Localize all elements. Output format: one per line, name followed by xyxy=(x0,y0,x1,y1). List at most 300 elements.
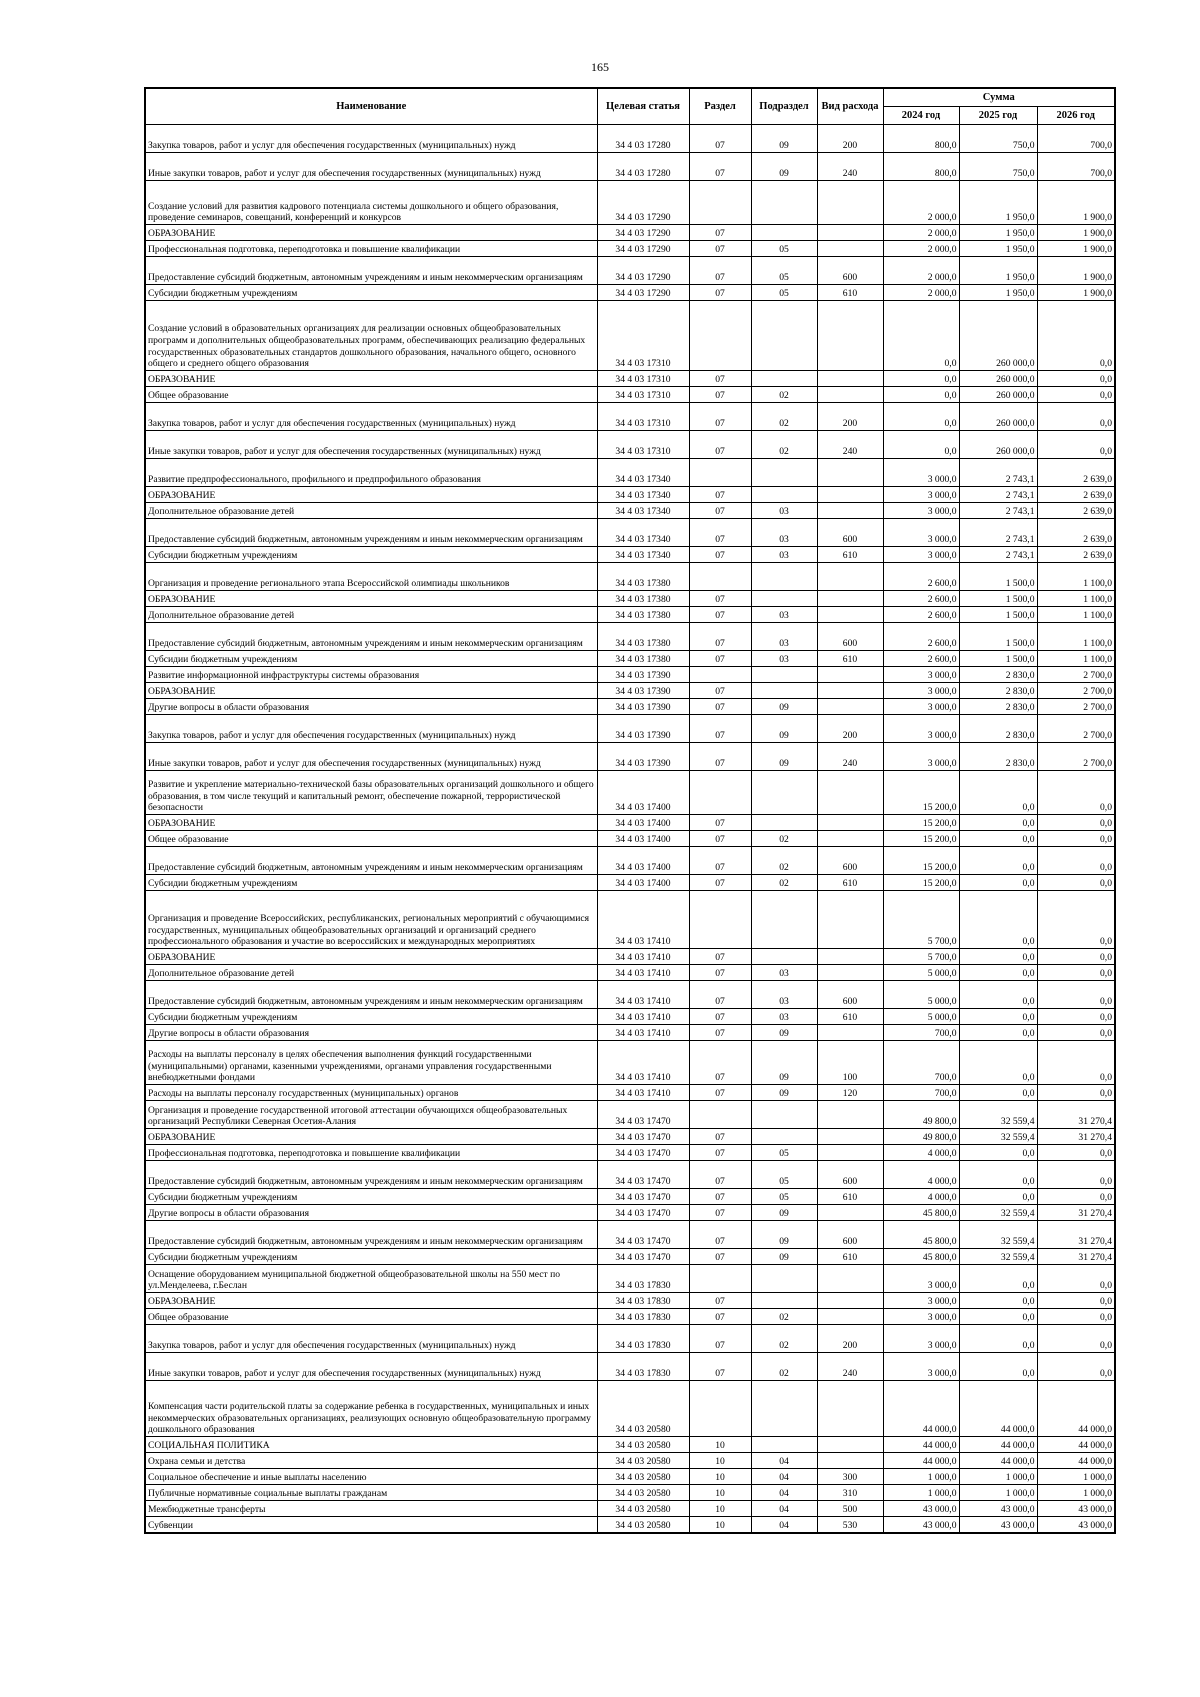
row-2025-cell: 0,0 xyxy=(959,1145,1037,1161)
row-2026-cell: 43 000,0 xyxy=(1037,1517,1115,1533)
row-2026-cell: 0,0 xyxy=(1037,431,1115,459)
table-row xyxy=(145,487,1115,503)
row-2026-cell: 0,0 xyxy=(1037,831,1115,847)
row-2024-cell: 1 000,0 xyxy=(883,1469,959,1485)
row-target-cell: 34 4 03 17310 xyxy=(597,431,689,459)
row-2026-cell: 31 270,4 xyxy=(1037,1221,1115,1249)
row-2025-cell: 0,0 xyxy=(959,771,1037,815)
row-name-cell: ОБРАЗОВАНИЕ xyxy=(145,1293,597,1309)
row-target-cell: 34 4 03 17410 xyxy=(597,891,689,949)
row-subsection-cell: 03 xyxy=(751,503,817,519)
row-2026-cell: 2 639,0 xyxy=(1037,519,1115,547)
row-subsection-cell: 02 xyxy=(751,431,817,459)
row-subsection-cell xyxy=(751,301,817,371)
row-2026-cell: 1 900,0 xyxy=(1037,181,1115,225)
row-2025-cell: 2 743,1 xyxy=(959,547,1037,563)
table-row xyxy=(145,699,1115,715)
row-subsection-cell: 05 xyxy=(751,1189,817,1205)
table-row xyxy=(145,1325,1115,1353)
row-subsection-cell: 05 xyxy=(751,1161,817,1189)
row-section-cell: 07 xyxy=(689,257,751,285)
row-expense-type-cell: 530 xyxy=(817,1517,883,1533)
row-2024-cell: 0,0 xyxy=(883,371,959,387)
row-expense-type-cell: 200 xyxy=(817,125,883,153)
row-target-cell: 34 4 03 17380 xyxy=(597,563,689,591)
row-expense-type-cell: 200 xyxy=(817,1325,883,1353)
row-target-cell: 34 4 03 17830 xyxy=(597,1293,689,1309)
row-2026-cell: 0,0 xyxy=(1037,1085,1115,1101)
row-section-cell: 07 xyxy=(689,403,751,431)
row-section-cell: 07 xyxy=(689,1161,751,1189)
row-2025-cell: 0,0 xyxy=(959,1309,1037,1325)
row-name-cell: Межбюджетные трансферты xyxy=(145,1501,597,1517)
row-2025-cell: 750,0 xyxy=(959,125,1037,153)
row-2026-cell: 700,0 xyxy=(1037,125,1115,153)
table-row xyxy=(145,1517,1115,1533)
table-row xyxy=(145,431,1115,459)
row-subsection-cell xyxy=(751,181,817,225)
table-row xyxy=(145,387,1115,403)
row-target-cell: 34 4 03 17380 xyxy=(597,623,689,651)
table-row xyxy=(145,285,1115,301)
row-2024-cell: 45 800,0 xyxy=(883,1221,959,1249)
row-target-cell: 34 4 03 20580 xyxy=(597,1437,689,1453)
row-expense-type-cell: 500 xyxy=(817,1501,883,1517)
row-section-cell: 07 xyxy=(689,1145,751,1161)
row-2025-cell: 750,0 xyxy=(959,153,1037,181)
row-expense-type-cell: 200 xyxy=(817,403,883,431)
row-expense-type-cell xyxy=(817,1437,883,1453)
table-row xyxy=(145,153,1115,181)
table-row xyxy=(145,1189,1115,1205)
row-2025-cell: 2 743,1 xyxy=(959,519,1037,547)
row-2025-cell: 1 500,0 xyxy=(959,651,1037,667)
row-expense-type-cell xyxy=(817,1101,883,1129)
row-expense-type-cell xyxy=(817,1129,883,1145)
row-2024-cell: 800,0 xyxy=(883,153,959,181)
row-name-cell: ОБРАЗОВАНИЕ xyxy=(145,487,597,503)
row-2026-cell: 2 700,0 xyxy=(1037,715,1115,743)
row-target-cell: 34 4 03 17410 xyxy=(597,1085,689,1101)
row-name-cell: Субвенции xyxy=(145,1517,597,1533)
table-row xyxy=(145,949,1115,965)
row-section-cell: 07 xyxy=(689,651,751,667)
row-2026-cell: 1 900,0 xyxy=(1037,225,1115,241)
row-target-cell: 34 4 03 17470 xyxy=(597,1101,689,1129)
row-expense-type-cell xyxy=(817,607,883,623)
row-target-cell: 34 4 03 20580 xyxy=(597,1381,689,1437)
row-expense-type-cell: 240 xyxy=(817,743,883,771)
row-subsection-cell xyxy=(751,667,817,683)
row-name-cell: ОБРАЗОВАНИЕ xyxy=(145,949,597,965)
row-expense-type-cell xyxy=(817,241,883,257)
row-2024-cell: 2 000,0 xyxy=(883,181,959,225)
row-2024-cell: 3 000,0 xyxy=(883,1309,959,1325)
row-name-cell: Другие вопросы в области образования xyxy=(145,699,597,715)
row-target-cell: 34 4 03 17400 xyxy=(597,875,689,891)
row-2024-cell: 3 000,0 xyxy=(883,487,959,503)
table-row xyxy=(145,1293,1115,1309)
row-name-cell: Общее образование xyxy=(145,387,597,403)
row-expense-type-cell xyxy=(817,1453,883,1469)
table-row xyxy=(145,301,1115,371)
row-section-cell: 07 xyxy=(689,815,751,831)
row-2025-cell: 0,0 xyxy=(959,1009,1037,1025)
row-target-cell: 34 4 03 17410 xyxy=(597,965,689,981)
row-section-cell: 07 xyxy=(689,875,751,891)
budget-table xyxy=(144,87,1116,1534)
row-target-cell: 34 4 03 17340 xyxy=(597,547,689,563)
row-2026-cell: 0,0 xyxy=(1037,1025,1115,1041)
row-expense-type-cell: 310 xyxy=(817,1485,883,1501)
row-subsection-cell: 09 xyxy=(751,1085,817,1101)
row-subsection-cell xyxy=(751,459,817,487)
row-2024-cell: 3 000,0 xyxy=(883,1293,959,1309)
row-2025-cell: 44 000,0 xyxy=(959,1381,1037,1437)
row-2026-cell: 0,0 xyxy=(1037,1265,1115,1293)
table-row xyxy=(145,1437,1115,1453)
row-2024-cell: 3 000,0 xyxy=(883,459,959,487)
row-name-cell: Субсидии бюджетным учреждениям xyxy=(145,547,597,563)
row-name-cell: ОБРАЗОВАНИЕ xyxy=(145,683,597,699)
row-expense-type-cell xyxy=(817,1025,883,1041)
row-name-cell: Субсидии бюджетным учреждениям xyxy=(145,651,597,667)
row-target-cell: 34 4 03 17470 xyxy=(597,1161,689,1189)
row-target-cell: 34 4 03 17280 xyxy=(597,125,689,153)
row-expense-type-cell xyxy=(817,683,883,699)
row-expense-type-cell xyxy=(817,965,883,981)
row-target-cell: 34 4 03 17830 xyxy=(597,1265,689,1293)
row-subsection-cell: 04 xyxy=(751,1517,817,1533)
row-2026-cell: 31 270,4 xyxy=(1037,1249,1115,1265)
row-expense-type-cell: 100 xyxy=(817,1041,883,1085)
row-name-cell: Другие вопросы в области образования xyxy=(145,1025,597,1041)
table-row xyxy=(145,1501,1115,1517)
row-subsection-cell: 05 xyxy=(751,241,817,257)
row-target-cell: 34 4 03 17310 xyxy=(597,403,689,431)
row-2024-cell: 3 000,0 xyxy=(883,715,959,743)
table-body xyxy=(145,125,1115,1533)
row-section-cell: 07 xyxy=(689,1249,751,1265)
row-target-cell: 34 4 03 17290 xyxy=(597,257,689,285)
row-expense-type-cell xyxy=(817,1293,883,1309)
row-2025-cell: 1 500,0 xyxy=(959,607,1037,623)
row-2025-cell: 0,0 xyxy=(959,1265,1037,1293)
table-row xyxy=(145,257,1115,285)
row-expense-type-cell: 600 xyxy=(817,1161,883,1189)
row-2026-cell: 1 000,0 xyxy=(1037,1485,1115,1501)
row-subsection-cell: 04 xyxy=(751,1469,817,1485)
row-name-cell: Субсидии бюджетным учреждениям xyxy=(145,1189,597,1205)
row-2026-cell: 0,0 xyxy=(1037,1041,1115,1085)
row-section-cell: 07 xyxy=(689,125,751,153)
row-expense-type-cell: 240 xyxy=(817,1353,883,1381)
row-expense-type-cell xyxy=(817,949,883,965)
row-target-cell: 34 4 03 17470 xyxy=(597,1129,689,1145)
table-header xyxy=(145,88,1115,125)
row-target-cell: 34 4 03 17830 xyxy=(597,1353,689,1381)
row-name-cell: ОБРАЗОВАНИЕ xyxy=(145,591,597,607)
table-row xyxy=(145,1221,1115,1249)
row-2026-cell: 0,0 xyxy=(1037,815,1115,831)
row-name-cell: Субсидии бюджетным учреждениям xyxy=(145,285,597,301)
row-section-cell: 07 xyxy=(689,487,751,503)
row-2025-cell: 0,0 xyxy=(959,949,1037,965)
header-sum: Сумма xyxy=(883,88,1115,107)
row-section-cell: 10 xyxy=(689,1501,751,1517)
row-subsection-cell xyxy=(751,771,817,815)
row-section-cell xyxy=(689,181,751,225)
row-expense-type-cell: 610 xyxy=(817,1189,883,1205)
row-name-cell: Предоставление субсидий бюджетным, автономным учреждениям и иным некоммерческим организациям xyxy=(145,257,597,285)
row-2026-cell: 0,0 xyxy=(1037,847,1115,875)
row-2024-cell: 44 000,0 xyxy=(883,1381,959,1437)
row-name-cell: ОБРАЗОВАНИЕ xyxy=(145,1129,597,1145)
row-2024-cell: 2 000,0 xyxy=(883,257,959,285)
row-name-cell: Иные закупки товаров, работ и услуг для обеспечения государственных (муниципальных) нужд xyxy=(145,743,597,771)
row-2025-cell: 1 950,0 xyxy=(959,225,1037,241)
row-2025-cell: 0,0 xyxy=(959,1189,1037,1205)
row-2025-cell: 0,0 xyxy=(959,1085,1037,1101)
row-2025-cell: 1 950,0 xyxy=(959,241,1037,257)
row-subsection-cell xyxy=(751,1265,817,1293)
row-section-cell: 07 xyxy=(689,1205,751,1221)
row-target-cell: 34 4 03 17400 xyxy=(597,771,689,815)
row-name-cell: Субсидии бюджетным учреждениям xyxy=(145,1009,597,1025)
row-2024-cell: 1 000,0 xyxy=(883,1485,959,1501)
row-2026-cell: 2 700,0 xyxy=(1037,667,1115,683)
row-expense-type-cell: 610 xyxy=(817,1009,883,1025)
row-2025-cell: 260 000,0 xyxy=(959,301,1037,371)
row-expense-type-cell xyxy=(817,1145,883,1161)
row-2024-cell: 2 600,0 xyxy=(883,651,959,667)
row-2026-cell: 1 100,0 xyxy=(1037,607,1115,623)
row-2026-cell: 0,0 xyxy=(1037,403,1115,431)
row-section-cell: 07 xyxy=(689,607,751,623)
row-target-cell: 34 4 03 17470 xyxy=(597,1249,689,1265)
table-row xyxy=(145,847,1115,875)
row-target-cell: 34 4 03 17410 xyxy=(597,981,689,1009)
row-target-cell: 34 4 03 17290 xyxy=(597,181,689,225)
row-name-cell: Расходы на выплаты персоналу государственных (муниципальных) органов xyxy=(145,1085,597,1101)
row-name-cell: Создание условий для развития кадрового потенциала системы дошкольного и общего образования, проведение семинаров, совещаний, конференций и конкурсов xyxy=(145,181,597,225)
table-row xyxy=(145,1161,1115,1189)
row-name-cell: Развитие и укрепление материально-технической базы образовательных организаций дошкольного и общего образования, в том числе текущий и капитальный ремонт, обеспечение пожарной, террористической безопасности xyxy=(145,771,597,815)
row-2025-cell: 32 559,4 xyxy=(959,1101,1037,1129)
row-2025-cell: 0,0 xyxy=(959,891,1037,949)
row-expense-type-cell xyxy=(817,181,883,225)
row-target-cell: 34 4 03 17400 xyxy=(597,815,689,831)
row-expense-type-cell xyxy=(817,1381,883,1437)
row-2024-cell: 0,0 xyxy=(883,403,959,431)
header-subsection: Подраздел xyxy=(751,88,817,125)
row-2024-cell: 2 600,0 xyxy=(883,563,959,591)
row-target-cell: 34 4 03 17390 xyxy=(597,715,689,743)
row-expense-type-cell xyxy=(817,301,883,371)
row-2024-cell: 3 000,0 xyxy=(883,503,959,519)
row-2025-cell: 0,0 xyxy=(959,965,1037,981)
row-section-cell: 07 xyxy=(689,1041,751,1085)
row-subsection-cell: 02 xyxy=(751,1325,817,1353)
row-target-cell: 34 4 03 17470 xyxy=(597,1145,689,1161)
row-section-cell: 07 xyxy=(689,623,751,651)
row-2024-cell: 44 000,0 xyxy=(883,1437,959,1453)
row-2024-cell: 800,0 xyxy=(883,125,959,153)
row-2024-cell: 3 000,0 xyxy=(883,683,959,699)
row-target-cell: 34 4 03 20580 xyxy=(597,1469,689,1485)
row-name-cell: Создание условий в образовательных организациях для реализации основных общеобразовательных программ и дополнительных общеобразовательных программ, обеспечивающих реализацию федеральных государственных образовательных стандартов дошкольного образования, начального общего, основного общего и среднего общего образования xyxy=(145,301,597,371)
row-name-cell: Предоставление субсидий бюджетным, автономным учреждениям и иным некоммерческим организациям xyxy=(145,1221,597,1249)
row-subsection-cell: 09 xyxy=(751,153,817,181)
row-2026-cell: 0,0 xyxy=(1037,875,1115,891)
row-subsection-cell xyxy=(751,891,817,949)
row-name-cell: Организация и проведение государственной итоговой аттестации обучающихся общеобразовательных организаций Республики Северная Осетия-Алания xyxy=(145,1101,597,1129)
row-name-cell: Публичные нормативные социальные выплаты гражданам xyxy=(145,1485,597,1501)
row-section-cell: 07 xyxy=(689,285,751,301)
row-subsection-cell xyxy=(751,1129,817,1145)
row-section-cell: 07 xyxy=(689,743,751,771)
table-row xyxy=(145,667,1115,683)
row-target-cell: 34 4 03 17290 xyxy=(597,241,689,257)
row-expense-type-cell xyxy=(817,591,883,607)
row-2024-cell: 3 000,0 xyxy=(883,547,959,563)
row-target-cell: 34 4 03 17380 xyxy=(597,607,689,623)
row-section-cell xyxy=(689,301,751,371)
row-expense-type-cell: 600 xyxy=(817,847,883,875)
row-subsection-cell xyxy=(751,1101,817,1129)
row-subsection-cell xyxy=(751,1381,817,1437)
row-name-cell: Предоставление субсидий бюджетным, автономным учреждениям и иным некоммерческим организациям xyxy=(145,981,597,1009)
row-2026-cell: 0,0 xyxy=(1037,387,1115,403)
row-name-cell: Дополнительное образование детей xyxy=(145,965,597,981)
row-target-cell: 34 4 03 17290 xyxy=(597,285,689,301)
row-2025-cell: 0,0 xyxy=(959,815,1037,831)
row-name-cell: Закупка товаров, работ и услуг для обеспечения государственных (муниципальных) нужд xyxy=(145,403,597,431)
row-2024-cell: 15 200,0 xyxy=(883,831,959,847)
row-2025-cell: 1 950,0 xyxy=(959,257,1037,285)
table-row xyxy=(145,1101,1115,1129)
row-expense-type-cell: 240 xyxy=(817,153,883,181)
row-section-cell xyxy=(689,771,751,815)
row-2026-cell: 2 700,0 xyxy=(1037,743,1115,771)
row-target-cell: 34 4 03 17390 xyxy=(597,683,689,699)
row-expense-type-cell: 610 xyxy=(817,1249,883,1265)
row-2024-cell: 3 000,0 xyxy=(883,519,959,547)
row-section-cell: 07 xyxy=(689,1025,751,1041)
table-row xyxy=(145,563,1115,591)
row-section-cell: 10 xyxy=(689,1517,751,1533)
table-row xyxy=(145,241,1115,257)
row-2026-cell: 31 270,4 xyxy=(1037,1101,1115,1129)
row-name-cell: Иные закупки товаров, работ и услуг для обеспечения государственных (муниципальных) нужд xyxy=(145,153,597,181)
row-subsection-cell xyxy=(751,815,817,831)
row-target-cell: 34 4 03 17380 xyxy=(597,591,689,607)
row-2026-cell: 31 270,4 xyxy=(1037,1205,1115,1221)
row-2025-cell: 2 830,0 xyxy=(959,743,1037,771)
row-2025-cell: 44 000,0 xyxy=(959,1453,1037,1469)
row-2026-cell: 0,0 xyxy=(1037,301,1115,371)
row-2026-cell: 2 639,0 xyxy=(1037,487,1115,503)
row-2025-cell: 2 830,0 xyxy=(959,667,1037,683)
row-2026-cell: 43 000,0 xyxy=(1037,1501,1115,1517)
table-row xyxy=(145,519,1115,547)
row-subsection-cell: 05 xyxy=(751,1145,817,1161)
row-expense-type-cell: 240 xyxy=(817,431,883,459)
table-row xyxy=(145,371,1115,387)
row-section-cell: 07 xyxy=(689,831,751,847)
row-2024-cell: 0,0 xyxy=(883,431,959,459)
row-section-cell: 10 xyxy=(689,1453,751,1469)
row-expense-type-cell xyxy=(817,459,883,487)
row-2025-cell: 2 743,1 xyxy=(959,487,1037,503)
row-section-cell: 07 xyxy=(689,1009,751,1025)
row-2026-cell: 0,0 xyxy=(1037,1145,1115,1161)
row-2024-cell: 45 800,0 xyxy=(883,1205,959,1221)
row-2025-cell: 44 000,0 xyxy=(959,1437,1037,1453)
row-expense-type-cell xyxy=(817,771,883,815)
row-section-cell: 07 xyxy=(689,1085,751,1101)
row-2024-cell: 44 000,0 xyxy=(883,1453,959,1469)
row-2024-cell: 15 200,0 xyxy=(883,771,959,815)
row-section-cell: 07 xyxy=(689,547,751,563)
budget-table-container xyxy=(144,87,1114,1534)
table-row xyxy=(145,1041,1115,1085)
row-section-cell xyxy=(689,1265,751,1293)
row-subsection-cell: 09 xyxy=(751,715,817,743)
row-expense-type-cell: 610 xyxy=(817,547,883,563)
row-2025-cell: 0,0 xyxy=(959,1161,1037,1189)
table-row xyxy=(145,125,1115,153)
row-expense-type-cell: 600 xyxy=(817,623,883,651)
row-expense-type-cell xyxy=(817,831,883,847)
row-expense-type-cell xyxy=(817,225,883,241)
row-expense-type-cell: 600 xyxy=(817,1221,883,1249)
row-section-cell: 07 xyxy=(689,225,751,241)
table-row xyxy=(145,591,1115,607)
table-row xyxy=(145,1009,1115,1025)
row-subsection-cell: 05 xyxy=(751,257,817,285)
row-expense-type-cell: 600 xyxy=(817,519,883,547)
row-2025-cell: 1 950,0 xyxy=(959,181,1037,225)
row-expense-type-cell: 120 xyxy=(817,1085,883,1101)
row-2026-cell: 0,0 xyxy=(1037,981,1115,1009)
row-2026-cell: 31 270,4 xyxy=(1037,1129,1115,1145)
header-name: Наименование xyxy=(145,88,597,125)
table-row xyxy=(145,1265,1115,1293)
row-2026-cell: 0,0 xyxy=(1037,771,1115,815)
table-row xyxy=(145,181,1115,225)
row-subsection-cell: 04 xyxy=(751,1485,817,1501)
row-subsection-cell: 03 xyxy=(751,519,817,547)
row-2024-cell: 5 700,0 xyxy=(883,891,959,949)
row-expense-type-cell: 610 xyxy=(817,875,883,891)
table-row xyxy=(145,503,1115,519)
row-2025-cell: 2 830,0 xyxy=(959,699,1037,715)
row-2026-cell: 2 700,0 xyxy=(1037,699,1115,715)
row-2025-cell: 0,0 xyxy=(959,875,1037,891)
row-section-cell: 07 xyxy=(689,699,751,715)
row-2026-cell: 2 639,0 xyxy=(1037,503,1115,519)
row-2026-cell: 0,0 xyxy=(1037,371,1115,387)
row-target-cell: 34 4 03 17310 xyxy=(597,371,689,387)
row-subsection-cell: 09 xyxy=(751,125,817,153)
row-name-cell: Организация и проведение регионального этапа Всероссийской олимпиады школьников xyxy=(145,563,597,591)
row-name-cell: Закупка товаров, работ и услуг для обеспечения государственных (муниципальных) нужд xyxy=(145,1325,597,1353)
row-target-cell: 34 4 03 17410 xyxy=(597,949,689,965)
row-section-cell: 07 xyxy=(689,1353,751,1381)
table-row xyxy=(145,831,1115,847)
header-2026: 2026 год xyxy=(1037,107,1115,125)
